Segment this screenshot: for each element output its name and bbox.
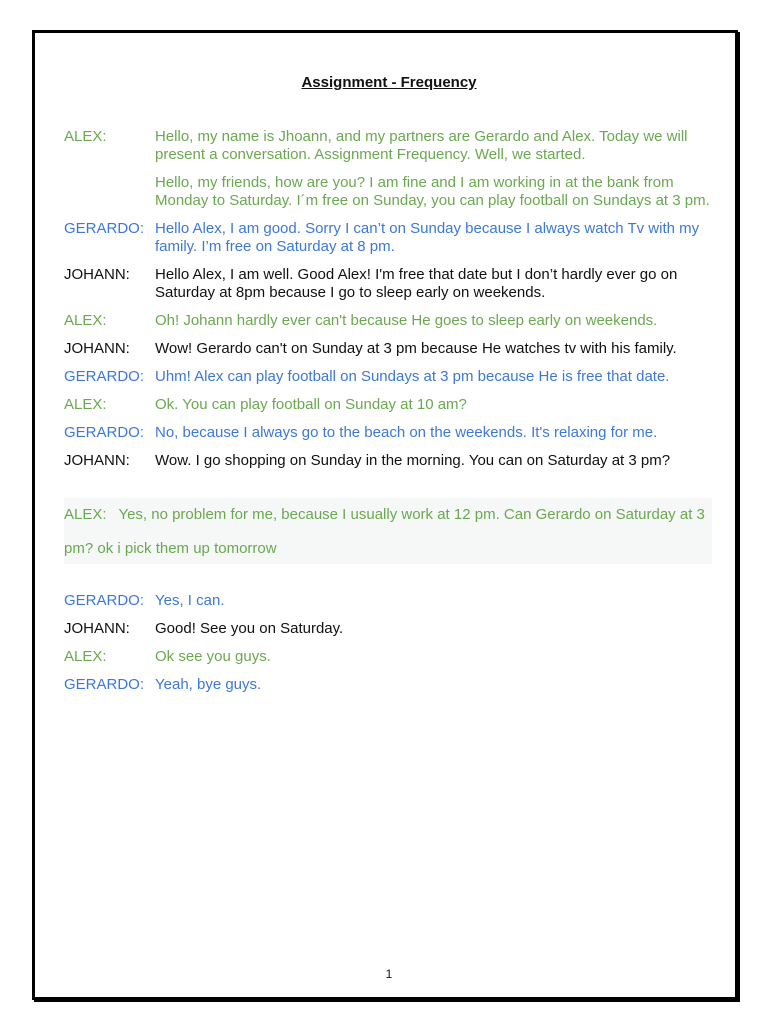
dialogue-text: Hello, my name is Jhoann, and my partners are Gerardo and Alex. Today we will present a conversation. Assignment Frequency. Well, we started.: [155, 128, 688, 163]
dialogue-line: [64, 312, 714, 330]
speaker-label: [64, 174, 155, 210]
dialogue-line: [64, 174, 714, 210]
speaker-label: GERARDO:: [64, 676, 145, 693]
dialogue-line: [64, 676, 714, 694]
dialogue-line: [64, 648, 714, 666]
dialogue-list-end: [64, 592, 714, 704]
dialogue-line: [64, 592, 714, 610]
speaker-label: GERARDO:: [64, 424, 145, 441]
dialogue-line: [64, 128, 714, 164]
speaker-label: ALEX:: [64, 506, 107, 523]
speaker-label: JOHANN:: [64, 452, 130, 469]
speaker-label: JOHANN:: [64, 266, 130, 283]
dialogue-text: Uhm! Alex can play football on Sundays at 3 pm because He is free that date.: [155, 368, 670, 385]
dialogue-line: [64, 368, 714, 386]
speaker-label: GERARDO:: [64, 368, 145, 385]
dialogue-text: Hello Alex, I am good. Sorry I can’t on Sunday because I always watch Tv with my family. I’m free on Saturday at 8 pm.: [155, 220, 700, 255]
speaker-label: JOHANN:: [64, 340, 130, 357]
dialogue-text: Ok see you guys.: [155, 648, 271, 665]
dialogue-list: [64, 128, 714, 480]
speaker-label: GERARDO:: [64, 220, 145, 237]
page-number: 1: [385, 967, 393, 981]
speaker-label: GERARDO:: [64, 592, 145, 609]
dialogue-text: Good! See you on Saturday.: [155, 620, 344, 637]
dialogue-line: [64, 220, 714, 256]
dialogue-line: [64, 396, 714, 414]
speaker-label: ALEX:: [64, 648, 107, 665]
dialogue-text: Hello, my friends, how are you? I am fine and I am working in at the bank from Monday to Saturday. I´m free on Sunday, you can play football on Sundays at 3 pm.: [155, 174, 710, 209]
dialogue-text: Yes, no problem for me, because I usually work at 12 pm. Can Gerardo on Saturday at 3 pm? ok i pick them up tomorrow: [64, 506, 705, 557]
speaker-label: ALEX:: [64, 396, 107, 413]
speaker-label: JOHANN:: [64, 620, 130, 637]
dialogue-text: Wow! Gerardo can't on Sunday at 3 pm because He watches tv with his family.: [155, 340, 677, 357]
dialogue-text: Oh! Johann hardly ever can't because He goes to sleep early on weekends.: [155, 312, 658, 329]
dialogue-text: Yes, I can.: [155, 592, 225, 609]
highlighted-dialogue-block: [64, 498, 712, 564]
dialogue-line: [64, 452, 714, 470]
dialogue-line: [64, 424, 714, 442]
speaker-label: ALEX:: [64, 128, 107, 145]
dialogue-text: No, because I always go to the beach on the weekends. It's relaxing for me.: [155, 424, 658, 441]
dialogue-text: Yeah, bye guys.: [155, 676, 262, 693]
dialogue-text: Hello Alex, I am well. Good Alex! I'm free that date but I don’t hardly ever go on Saturday at 8pm because I go to sleep early on weekends.: [155, 266, 678, 301]
dialogue-text: Wow. I go shopping on Sunday in the morning. You can on Saturday at 3 pm?: [155, 452, 671, 469]
dialogue-line: [64, 340, 714, 358]
dialogue-line: [64, 266, 714, 302]
dialogue-line: [64, 620, 714, 638]
speaker-label: ALEX:: [64, 312, 107, 329]
document-title: Assignment - Frequency: [301, 74, 477, 91]
dialogue-text: Ok. You can play football on Sunday at 10 am?: [155, 396, 467, 413]
